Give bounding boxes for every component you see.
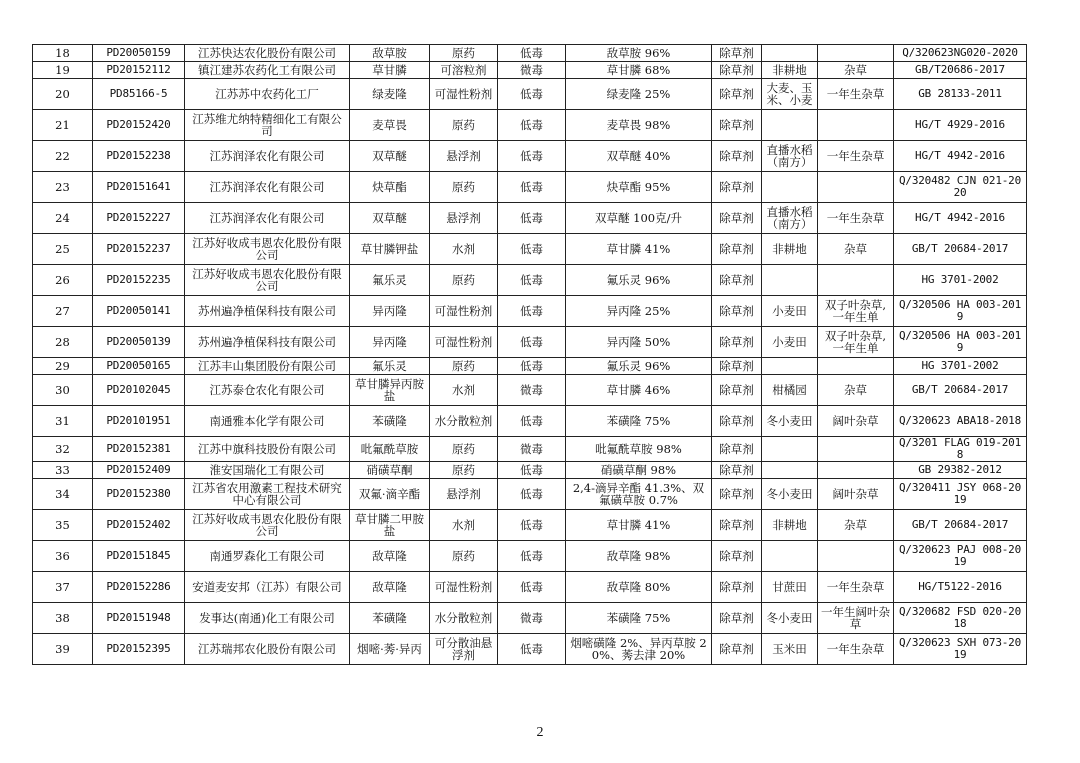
table-body xyxy=(33,45,1027,665)
company-name-cell: 江苏省农用激素工程技术研究中心有限公司 xyxy=(185,479,350,510)
product-standard-cell: Q/320411 JSY 068-2019 xyxy=(894,479,1027,510)
control-target-cell: 一年生杂草 xyxy=(818,141,894,172)
crop-scope-cell: 柑橘园 xyxy=(762,375,818,406)
pesticide-type-cell: 除草剂 xyxy=(712,634,762,665)
formulation-cell: 原药 xyxy=(430,462,498,479)
registration-number-cell: PD20152235 xyxy=(93,265,185,296)
row-number-cell: 29 xyxy=(33,358,93,375)
product-standard-cell: Q/320623 ABA18-2018 xyxy=(894,406,1027,437)
active-content-cell: 敌草隆 98% xyxy=(566,541,712,572)
toxicity-cell: 低毒 xyxy=(498,172,566,203)
formulation-cell: 可湿性粉剂 xyxy=(430,296,498,327)
formulation-cell: 悬浮剂 xyxy=(430,203,498,234)
product-standard-cell: Q/320623 SXH 073-2019 xyxy=(894,634,1027,665)
row-number-cell: 33 xyxy=(33,462,93,479)
toxicity-cell: 微毒 xyxy=(498,62,566,79)
registration-number-cell: PD20050159 xyxy=(93,45,185,62)
formulation-cell: 悬浮剂 xyxy=(430,479,498,510)
product-name-cell: 异丙隆 xyxy=(350,296,430,327)
active-content-cell: 双草醚 100克/升 xyxy=(566,203,712,234)
row-number-cell: 23 xyxy=(33,172,93,203)
table-row xyxy=(33,406,1027,437)
crop-scope-cell xyxy=(762,541,818,572)
registration-number-cell: PD20152402 xyxy=(93,510,185,541)
pesticide-registration-table xyxy=(32,44,1027,665)
formulation-cell: 可湿性粉剂 xyxy=(430,327,498,358)
toxicity-cell: 低毒 xyxy=(498,141,566,172)
table-row xyxy=(33,572,1027,603)
registration-number-cell: PD20102045 xyxy=(93,375,185,406)
control-target-cell: 阔叶杂草 xyxy=(818,406,894,437)
row-number-cell: 26 xyxy=(33,265,93,296)
control-target-cell: 一年生杂草 xyxy=(818,572,894,603)
crop-scope-cell: 冬小麦田 xyxy=(762,603,818,634)
control-target-cell xyxy=(818,358,894,375)
product-name-cell: 吡氟酰草胺 xyxy=(350,437,430,462)
table-row xyxy=(33,510,1027,541)
product-standard-cell: GB/T 20684-2017 xyxy=(894,234,1027,265)
control-target-cell: 阔叶杂草 xyxy=(818,479,894,510)
registration-number-cell: PD20152238 xyxy=(93,141,185,172)
pesticide-type-cell: 除草剂 xyxy=(712,541,762,572)
product-standard-cell: Q/320623 PAJ 008-2019 xyxy=(894,541,1027,572)
pesticide-type-cell: 除草剂 xyxy=(712,510,762,541)
crop-scope-cell: 非耕地 xyxy=(762,62,818,79)
control-target-cell xyxy=(818,45,894,62)
product-standard-cell: GB/T20686-2017 xyxy=(894,62,1027,79)
crop-scope-cell xyxy=(762,172,818,203)
pesticide-type-cell: 除草剂 xyxy=(712,203,762,234)
active-content-cell: 异丙隆 25% xyxy=(566,296,712,327)
product-name-cell: 双草醚 xyxy=(350,141,430,172)
pesticide-type-cell: 除草剂 xyxy=(712,110,762,141)
active-content-cell: 草甘膦 68% xyxy=(566,62,712,79)
registration-number-cell: PD20050141 xyxy=(93,296,185,327)
crop-scope-cell: 直播水稻（南方） xyxy=(762,203,818,234)
registration-number-cell: PD20152381 xyxy=(93,437,185,462)
product-standard-cell: HG/T5122-2016 xyxy=(894,572,1027,603)
control-target-cell xyxy=(818,437,894,462)
registration-number-cell: PD85166-5 xyxy=(93,79,185,110)
active-content-cell: 草甘膦 41% xyxy=(566,510,712,541)
pesticide-type-cell: 除草剂 xyxy=(712,375,762,406)
row-number-cell: 30 xyxy=(33,375,93,406)
table-row xyxy=(33,437,1027,462)
active-content-cell: 吡氟酰草胺 98% xyxy=(566,437,712,462)
toxicity-cell: 低毒 xyxy=(498,462,566,479)
formulation-cell: 水剂 xyxy=(430,375,498,406)
control-target-cell: 杂草 xyxy=(818,234,894,265)
table-row xyxy=(33,234,1027,265)
product-standard-cell: Q/320623NG020-2020 xyxy=(894,45,1027,62)
pesticide-type-cell: 除草剂 xyxy=(712,437,762,462)
product-name-cell: 双草醚 xyxy=(350,203,430,234)
formulation-cell: 原药 xyxy=(430,45,498,62)
registration-number-cell: PD20152112 xyxy=(93,62,185,79)
formulation-cell: 原药 xyxy=(430,110,498,141)
row-number-cell: 24 xyxy=(33,203,93,234)
row-number-cell: 28 xyxy=(33,327,93,358)
product-name-cell: 苯磺隆 xyxy=(350,603,430,634)
formulation-cell: 原药 xyxy=(430,358,498,375)
formulation-cell: 原药 xyxy=(430,172,498,203)
active-content-cell: 草甘膦 46% xyxy=(566,375,712,406)
pesticide-type-cell: 除草剂 xyxy=(712,296,762,327)
product-standard-cell: GB/T 20684-2017 xyxy=(894,510,1027,541)
toxicity-cell: 低毒 xyxy=(498,634,566,665)
toxicity-cell: 低毒 xyxy=(498,327,566,358)
control-target-cell: 一年生杂草 xyxy=(818,203,894,234)
product-name-cell: 草甘膦钾盐 xyxy=(350,234,430,265)
registration-number-cell: PD20050139 xyxy=(93,327,185,358)
control-target-cell xyxy=(818,541,894,572)
pesticide-type-cell: 除草剂 xyxy=(712,62,762,79)
pesticide-type-cell: 除草剂 xyxy=(712,45,762,62)
row-number-cell: 18 xyxy=(33,45,93,62)
product-standard-cell: HG/T 4929-2016 xyxy=(894,110,1027,141)
row-number-cell: 25 xyxy=(33,234,93,265)
formulation-cell: 水剂 xyxy=(430,234,498,265)
company-name-cell: 苏州遍净植保科技有限公司 xyxy=(185,327,350,358)
pesticide-type-cell: 除草剂 xyxy=(712,406,762,437)
control-target-cell xyxy=(818,172,894,203)
product-name-cell: 草甘膦 xyxy=(350,62,430,79)
formulation-cell: 水剂 xyxy=(430,510,498,541)
active-content-cell: 硝磺草酮 98% xyxy=(566,462,712,479)
product-name-cell: 敌草胺 xyxy=(350,45,430,62)
toxicity-cell: 微毒 xyxy=(498,375,566,406)
product-standard-cell: HG/T 4942-2016 xyxy=(894,203,1027,234)
table-row xyxy=(33,141,1027,172)
pesticide-type-cell: 除草剂 xyxy=(712,172,762,203)
crop-scope-cell: 非耕地 xyxy=(762,510,818,541)
control-target-cell xyxy=(818,265,894,296)
crop-scope-cell xyxy=(762,437,818,462)
registration-number-cell: PD20101951 xyxy=(93,406,185,437)
control-target-cell: 杂草 xyxy=(818,62,894,79)
company-name-cell: 安道麦安邦（江苏）有限公司 xyxy=(185,572,350,603)
product-standard-cell: GB 29382-2012 xyxy=(894,462,1027,479)
product-standard-cell: HG 3701-2002 xyxy=(894,358,1027,375)
table-row xyxy=(33,79,1027,110)
active-content-cell: 苯磺隆 75% xyxy=(566,406,712,437)
crop-scope-cell xyxy=(762,265,818,296)
toxicity-cell: 微毒 xyxy=(498,437,566,462)
company-name-cell: 江苏润泽农化有限公司 xyxy=(185,203,350,234)
toxicity-cell: 低毒 xyxy=(498,541,566,572)
pesticide-type-cell: 除草剂 xyxy=(712,327,762,358)
formulation-cell: 原药 xyxy=(430,437,498,462)
row-number-cell: 38 xyxy=(33,603,93,634)
active-content-cell: 异丙隆 50% xyxy=(566,327,712,358)
product-standard-cell: HG 3701-2002 xyxy=(894,265,1027,296)
company-name-cell: 江苏好收成韦恩农化股份有限公司 xyxy=(185,265,350,296)
active-content-cell: 双草醚 40% xyxy=(566,141,712,172)
company-name-cell: 江苏中旗科技股份有限公司 xyxy=(185,437,350,462)
table-row xyxy=(33,634,1027,665)
crop-scope-cell: 大麦、玉米、小麦 xyxy=(762,79,818,110)
crop-scope-cell xyxy=(762,45,818,62)
company-name-cell: 江苏润泽农化有限公司 xyxy=(185,172,350,203)
control-target-cell xyxy=(818,110,894,141)
row-number-cell: 34 xyxy=(33,479,93,510)
company-name-cell: 镇江建苏农药化工有限公司 xyxy=(185,62,350,79)
page-number: 2 xyxy=(536,725,544,740)
control-target-cell: 双子叶杂草,一年生单 xyxy=(818,296,894,327)
registration-number-cell: PD20151948 xyxy=(93,603,185,634)
active-content-cell: 氟乐灵 96% xyxy=(566,265,712,296)
toxicity-cell: 低毒 xyxy=(498,110,566,141)
registration-number-cell: PD20152380 xyxy=(93,479,185,510)
crop-scope-cell xyxy=(762,358,818,375)
registration-number-cell: PD20152420 xyxy=(93,110,185,141)
toxicity-cell: 低毒 xyxy=(498,203,566,234)
row-number-cell: 20 xyxy=(33,79,93,110)
table-row xyxy=(33,172,1027,203)
table-row xyxy=(33,296,1027,327)
active-content-cell: 草甘膦 41% xyxy=(566,234,712,265)
crop-scope-cell xyxy=(762,462,818,479)
toxicity-cell: 低毒 xyxy=(498,358,566,375)
active-content-cell: 2,4-滴异辛酯 41.3%、双氟磺草胺 0.7% xyxy=(566,479,712,510)
toxicity-cell: 低毒 xyxy=(498,45,566,62)
company-name-cell: 江苏好收成韦恩农化股份有限公司 xyxy=(185,234,350,265)
company-name-cell: 南通雅本化学有限公司 xyxy=(185,406,350,437)
row-number-cell: 39 xyxy=(33,634,93,665)
product-name-cell: 麦草畏 xyxy=(350,110,430,141)
product-name-cell: 草甘膦二甲胺盐 xyxy=(350,510,430,541)
row-number-cell: 27 xyxy=(33,296,93,327)
table-row xyxy=(33,327,1027,358)
product-name-cell: 炔草酯 xyxy=(350,172,430,203)
table-row xyxy=(33,541,1027,572)
active-content-cell: 敌草隆 80% xyxy=(566,572,712,603)
formulation-cell: 原药 xyxy=(430,265,498,296)
crop-scope-cell: 甘蔗田 xyxy=(762,572,818,603)
toxicity-cell: 低毒 xyxy=(498,265,566,296)
row-number-cell: 22 xyxy=(33,141,93,172)
crop-scope-cell: 冬小麦田 xyxy=(762,406,818,437)
product-name-cell: 烟嘧·莠·异丙 xyxy=(350,634,430,665)
registration-number-cell: PD20152227 xyxy=(93,203,185,234)
control-target-cell xyxy=(818,462,894,479)
product-name-cell: 异丙隆 xyxy=(350,327,430,358)
registration-number-cell: PD20050165 xyxy=(93,358,185,375)
row-number-cell: 19 xyxy=(33,62,93,79)
company-name-cell: 江苏维尤纳特精细化工有限公司 xyxy=(185,110,350,141)
control-target-cell: 杂草 xyxy=(818,510,894,541)
formulation-cell: 可湿性粉剂 xyxy=(430,572,498,603)
toxicity-cell: 低毒 xyxy=(498,296,566,327)
product-name-cell: 氟乐灵 xyxy=(350,265,430,296)
pesticide-type-cell: 除草剂 xyxy=(712,265,762,296)
product-name-cell: 敌草隆 xyxy=(350,572,430,603)
registration-number-cell: PD20152286 xyxy=(93,572,185,603)
table-row xyxy=(33,603,1027,634)
formulation-cell: 原药 xyxy=(430,541,498,572)
product-standard-cell: Q/320482 CJN 021-2020 xyxy=(894,172,1027,203)
row-number-cell: 21 xyxy=(33,110,93,141)
company-name-cell: 南通罗森化工有限公司 xyxy=(185,541,350,572)
control-target-cell: 一年生阔叶杂草 xyxy=(818,603,894,634)
active-content-cell: 炔草酯 95% xyxy=(566,172,712,203)
company-name-cell: 江苏润泽农化有限公司 xyxy=(185,141,350,172)
formulation-cell: 水分散粒剂 xyxy=(430,603,498,634)
pesticide-type-cell: 除草剂 xyxy=(712,234,762,265)
crop-scope-cell: 小麦田 xyxy=(762,327,818,358)
crop-scope-cell: 小麦田 xyxy=(762,296,818,327)
company-name-cell: 江苏泰仓农化有限公司 xyxy=(185,375,350,406)
product-standard-cell: GB 28133-2011 xyxy=(894,79,1027,110)
product-name-cell: 硝磺草酮 xyxy=(350,462,430,479)
row-number-cell: 37 xyxy=(33,572,93,603)
formulation-cell: 可湿性粉剂 xyxy=(430,79,498,110)
table-row xyxy=(33,462,1027,479)
table-row xyxy=(33,62,1027,79)
pesticide-type-cell: 除草剂 xyxy=(712,79,762,110)
pesticide-type-cell: 除草剂 xyxy=(712,572,762,603)
crop-scope-cell: 冬小麦田 xyxy=(762,479,818,510)
active-content-cell: 绿麦隆 25% xyxy=(566,79,712,110)
row-number-cell: 36 xyxy=(33,541,93,572)
row-number-cell: 31 xyxy=(33,406,93,437)
registration-number-cell: PD20151641 xyxy=(93,172,185,203)
product-standard-cell: Q/3201 FLAG 019-2018 xyxy=(894,437,1027,462)
table-row xyxy=(33,203,1027,234)
table-row xyxy=(33,265,1027,296)
company-name-cell: 淮安国瑞化工有限公司 xyxy=(185,462,350,479)
crop-scope-cell: 非耕地 xyxy=(762,234,818,265)
toxicity-cell: 低毒 xyxy=(498,510,566,541)
active-content-cell: 烟嘧磺隆 2%、异丙草胺 20%、莠去津 20% xyxy=(566,634,712,665)
toxicity-cell: 低毒 xyxy=(498,572,566,603)
company-name-cell: 江苏苏中农药化工厂 xyxy=(185,79,350,110)
product-standard-cell: GB/T 20684-2017 xyxy=(894,375,1027,406)
control-target-cell: 杂草 xyxy=(818,375,894,406)
product-name-cell: 苯磺隆 xyxy=(350,406,430,437)
company-name-cell: 江苏好收成韦恩农化股份有限公司 xyxy=(185,510,350,541)
control-target-cell: 一年生杂草 xyxy=(818,634,894,665)
registration-number-cell: PD20152395 xyxy=(93,634,185,665)
company-name-cell: 苏州遍净植保科技有限公司 xyxy=(185,296,350,327)
product-name-cell: 草甘膦异丙胺盐 xyxy=(350,375,430,406)
table-row xyxy=(33,358,1027,375)
toxicity-cell: 低毒 xyxy=(498,479,566,510)
company-name-cell: 江苏瑞邦农化股份有限公司 xyxy=(185,634,350,665)
pesticide-type-cell: 除草剂 xyxy=(712,479,762,510)
formulation-cell: 可分散油悬浮剂 xyxy=(430,634,498,665)
registration-number-cell: PD20152237 xyxy=(93,234,185,265)
row-number-cell: 32 xyxy=(33,437,93,462)
registration-number-cell: PD20152409 xyxy=(93,462,185,479)
table-row xyxy=(33,479,1027,510)
pesticide-type-cell: 除草剂 xyxy=(712,358,762,375)
toxicity-cell: 低毒 xyxy=(498,234,566,265)
active-content-cell: 氟乐灵 96% xyxy=(566,358,712,375)
company-name-cell: 发事达(南通)化工有限公司 xyxy=(185,603,350,634)
product-standard-cell: Q/320506 HA 003-2019 xyxy=(894,296,1027,327)
company-name-cell: 江苏丰山集团股份有限公司 xyxy=(185,358,350,375)
control-target-cell: 双子叶杂草,一年生单 xyxy=(818,327,894,358)
registration-number-cell: PD20151845 xyxy=(93,541,185,572)
table-row xyxy=(33,45,1027,62)
product-name-cell: 绿麦隆 xyxy=(350,79,430,110)
formulation-cell: 悬浮剂 xyxy=(430,141,498,172)
product-name-cell: 敌草隆 xyxy=(350,541,430,572)
product-standard-cell: Q/320682 FSD 020-2018 xyxy=(894,603,1027,634)
product-standard-cell: Q/320506 HA 003-2019 xyxy=(894,327,1027,358)
product-name-cell: 氟乐灵 xyxy=(350,358,430,375)
product-standard-cell: HG/T 4942-2016 xyxy=(894,141,1027,172)
table-row xyxy=(33,375,1027,406)
table-row xyxy=(33,110,1027,141)
formulation-cell: 水分散粒剂 xyxy=(430,406,498,437)
active-content-cell: 苯磺隆 75% xyxy=(566,603,712,634)
pesticide-type-cell: 除草剂 xyxy=(712,141,762,172)
formulation-cell: 可溶粒剂 xyxy=(430,62,498,79)
control-target-cell: 一年生杂草 xyxy=(818,79,894,110)
pesticide-type-cell: 除草剂 xyxy=(712,462,762,479)
active-content-cell: 麦草畏 98% xyxy=(566,110,712,141)
pesticide-type-cell: 除草剂 xyxy=(712,603,762,634)
row-number-cell: 35 xyxy=(33,510,93,541)
crop-scope-cell xyxy=(762,110,818,141)
toxicity-cell: 低毒 xyxy=(498,406,566,437)
product-name-cell: 双氟·滴辛酯 xyxy=(350,479,430,510)
company-name-cell: 江苏快达农化股份有限公司 xyxy=(185,45,350,62)
active-content-cell: 敌草胺 96% xyxy=(566,45,712,62)
crop-scope-cell: 直播水稻（南方） xyxy=(762,141,818,172)
toxicity-cell: 微毒 xyxy=(498,603,566,634)
crop-scope-cell: 玉米田 xyxy=(762,634,818,665)
toxicity-cell: 低毒 xyxy=(498,79,566,110)
